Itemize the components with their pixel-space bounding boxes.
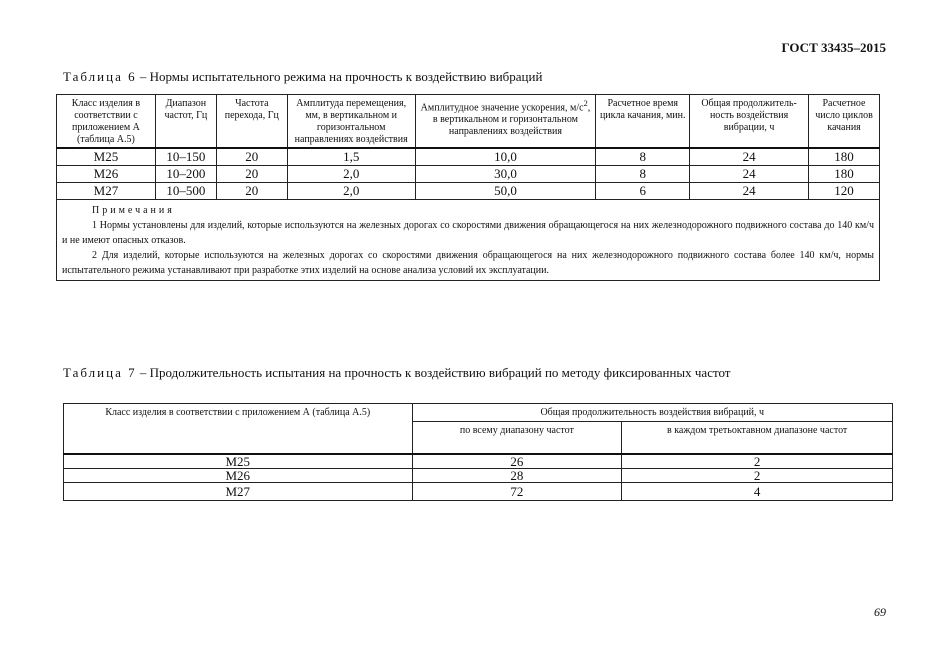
- table6-caption-text: – Нормы испытательного режима на прочность к воздействию вибраций: [139, 69, 543, 84]
- table7-header-total: Общая продолжительность воздействия вибраций, ч: [412, 404, 892, 422]
- table6-caption: [63, 69, 542, 85]
- table-row: [57, 166, 880, 183]
- table-cell: 24: [690, 148, 809, 166]
- table6-header-acceleration: [415, 95, 596, 149]
- table6-header-transition: Частота перехода, Гц: [216, 95, 287, 149]
- table6-header-amplitude: Амплитуда перемещения, мм, в вертикальном и горизонтальном направлениях воздействия: [287, 95, 415, 149]
- table-cell: 10–150: [155, 148, 216, 166]
- table6-header-cycle-time: Расчетное время цикла качания, мин.: [596, 95, 690, 149]
- table-cell: 10–500: [155, 183, 216, 200]
- table7-caption-word: Таблица 7: [63, 365, 137, 380]
- table-cell: М27: [57, 183, 156, 200]
- table-cell: 30,0: [415, 166, 596, 183]
- table7: [63, 403, 893, 501]
- table-row: [64, 483, 893, 501]
- table6-notes: [57, 200, 880, 281]
- table6-header-cycles: Расчетное число циклов качания: [809, 95, 880, 149]
- table-cell: 8: [596, 166, 690, 183]
- table6-header-acceleration-sup: 2: [583, 99, 588, 108]
- table-cell: 24: [690, 166, 809, 183]
- table7-header-class: Класс изделия в соответствии с приложением А (таблица А.5): [64, 404, 413, 455]
- table-cell: 180: [809, 148, 880, 166]
- table-cell: 120: [809, 183, 880, 200]
- table7-header-row: [64, 404, 893, 422]
- standard-number: ГОСТ 33435–2015: [781, 40, 886, 55]
- page-number: 69: [874, 605, 886, 619]
- table-cell: 20: [216, 148, 287, 166]
- table-cell: 50,0: [415, 183, 596, 200]
- table-cell: 20: [216, 183, 287, 200]
- table-cell: 2: [622, 454, 893, 469]
- table7-caption: [63, 365, 731, 381]
- notes-title: Примечания: [92, 205, 175, 216]
- table6-notes-row: [57, 200, 880, 281]
- table6-header-range: Диапазон частот, Гц: [155, 95, 216, 149]
- note-1: 1 Нормы установлены для изделий, которые используются на железных дорогах со скоростями движения обращающегося на них железнодорожного подвижного состава до 140 км/ч и не имеют опасных отказов.: [62, 220, 874, 246]
- note-2: 2 Для изделий, которые используются на железных дорогах со скоростями движения обращающегося на них железнодорожного подвижного состава более 140 км/ч, нормы испытательного режима устанавливают при разработке этих изделий на основе анализа условий их эксплуатации.: [62, 250, 874, 276]
- table-cell: 20: [216, 166, 287, 183]
- table6-header-duration: Общая продолжитель-ность воздействия вибрации, ч: [690, 95, 809, 149]
- table-row: [64, 469, 893, 483]
- table-cell: 180: [809, 166, 880, 183]
- table-cell: 6: [596, 183, 690, 200]
- table-cell: 8: [596, 148, 690, 166]
- table6-caption-word: Таблица 6: [63, 69, 137, 84]
- table-cell: М25: [64, 454, 413, 469]
- table-cell: 26: [412, 454, 622, 469]
- table-row: [64, 454, 893, 469]
- table-cell: 2,0: [287, 183, 415, 200]
- table7-caption-text: – Продолжительность испытания на прочность к воздействию вибраций по методу фиксированных частот: [139, 365, 731, 380]
- table-row: [57, 148, 880, 166]
- table-cell: 28: [412, 469, 622, 483]
- table7-header-third-octave: в каждом третьоктавном диапазоне частот: [622, 422, 893, 455]
- table6-header-row: [57, 95, 880, 149]
- table6-header-acceleration-tail: , в вертикальном и горизонтальном направлениях воздействия: [432, 102, 591, 138]
- table-cell: 1,5: [287, 148, 415, 166]
- table6-header-class: Класс изделия в соответствии с приложением А (таблица А.5): [57, 95, 156, 149]
- table-cell: 10,0: [415, 148, 596, 166]
- table-cell: М27: [64, 483, 413, 501]
- table-cell: 2,0: [287, 166, 415, 183]
- table-cell: М26: [64, 469, 413, 483]
- table-row: [57, 183, 880, 200]
- table-cell: 24: [690, 183, 809, 200]
- table6-header-acceleration-text: Амплитудное значение ускорения, м/с: [420, 102, 584, 114]
- table6: [56, 94, 880, 281]
- table-cell: М25: [57, 148, 156, 166]
- table-cell: 10–200: [155, 166, 216, 183]
- table-cell: 4: [622, 483, 893, 501]
- table7-header-full-range: по всему диапазону частот: [412, 422, 622, 455]
- table-cell: 72: [412, 483, 622, 501]
- table-cell: М26: [57, 166, 156, 183]
- table-cell: 2: [622, 469, 893, 483]
